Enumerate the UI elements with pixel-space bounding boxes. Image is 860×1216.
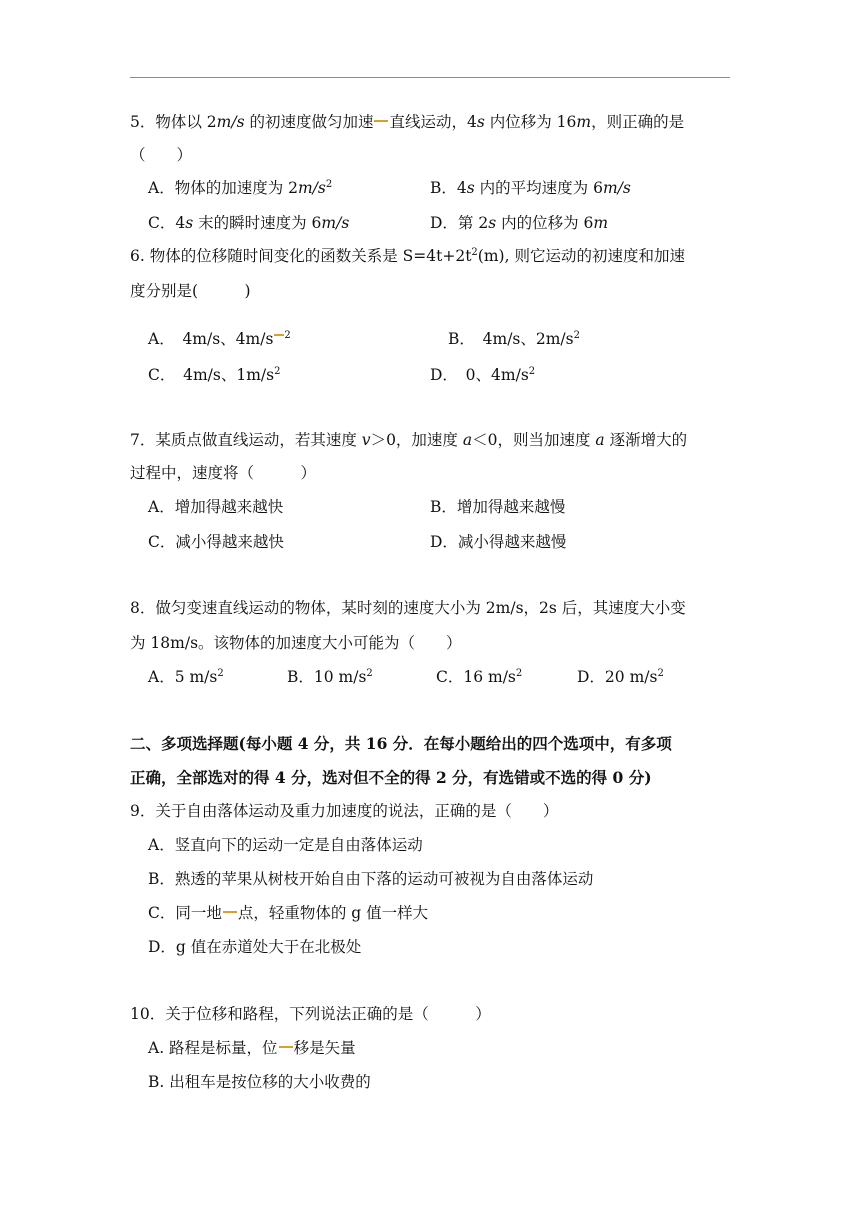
section-heading-line1: 二、多项选择题(每小题 4 分，共 16 分．在每小题给出的四个选项中，有多项	[130, 734, 672, 753]
highlight-mark	[279, 1046, 293, 1048]
q5-option-d: D．第 2s 内的位移为 6m	[430, 214, 609, 232]
q6-stem-line2: 度分别是( )	[130, 282, 251, 300]
q6-option-c: C． 4m/s、$1m/s^2$	[148, 366, 281, 384]
q8-stem-line2: 为 18m/s。该物体的加速度大小可能为（ ）	[130, 634, 462, 652]
q5-option-a: A．物体的加速度为 $2m/s^2$	[148, 179, 333, 197]
q6-option-d: D． 0、$4m/s^2$	[430, 366, 536, 384]
header-rule	[130, 77, 730, 78]
q5-option-c: C．4s 末的瞬时速度为 6m/s	[148, 214, 350, 232]
highlight-mark	[374, 120, 388, 122]
q9-option-d: D．g 值在赤道处大于在北极处	[148, 938, 362, 956]
q5-stem: 5．物体以 2m/s 的初速度做匀加速 直线运动，4s 内位移为 16m，则正确的是	[130, 113, 685, 131]
q5-answer-paren: （ ）	[130, 146, 193, 164]
highlight-mark	[274, 334, 284, 336]
q9-option-b: B．熟透的苹果从树枝开始自由下落的运动可被视为自由落体运动	[148, 870, 594, 888]
q8-option-d: D．20 $m/s^2$	[577, 668, 664, 686]
q7-stem-line1: 7．某质点做直线运动，若其速度 v＞0，加速度 a＜0，则当加速度 a 逐渐增大的	[130, 431, 688, 449]
q9-stem: 9．关于自由落体运动及重力加速度的说法，正确的是（ ）	[130, 802, 559, 820]
q10-option-b: B. 出租车是按位移的大小收费的	[148, 1073, 371, 1091]
q8-stem-line1: 8．做匀变速直线运动的物体，某时刻的速度大小为 2m/s，2s 后，其速度大小变	[130, 599, 686, 617]
q7-option-d: D．减小得越来越慢	[430, 533, 567, 551]
q6-option-b: B． 4m/s、$2m/s^2$	[448, 330, 580, 348]
q9-option-c: C．同一地 点，轻重物体的 g 值一样大	[148, 904, 429, 922]
q6-stem-line1: 6. 物体的位移随时间变化的函数关系是 $S=4t+2t^2(m)$, 则它运动的初速度和加速	[130, 247, 685, 265]
highlight-mark	[223, 911, 237, 913]
q10-option-a: A. 路程是标量，位 移是矢量	[148, 1039, 356, 1057]
q9-option-a: A．竖直向下的运动一定是自由落体运动	[148, 836, 423, 854]
q8-option-a: A．5 $m/s^2$	[148, 668, 224, 686]
q5-option-b: B．4s 内的平均速度为 6m/s	[430, 179, 631, 197]
q8-option-b: B．10 $m/s^2$	[287, 668, 373, 686]
q7-option-a: A．增加得越来越快	[148, 498, 284, 516]
q8-option-c: C．16 $m/s^2$	[436, 668, 523, 686]
q6-option-a: A． 4m/s、4m/s $^2$	[148, 330, 291, 348]
q10-stem: 10．关于位移和路程，下列说法正确的是（ ）	[130, 1005, 491, 1023]
q7-option-c: C．减小得越来越快	[148, 533, 284, 551]
q7-option-b: B．增加得越来越慢	[430, 498, 566, 516]
q7-stem-line2: 过程中，速度将（ ）	[130, 464, 317, 482]
section-heading-line2: 正确，全部选对的得 4 分，选对但不全的得 2 分，有选错或不选的得 0 分)	[130, 768, 652, 787]
